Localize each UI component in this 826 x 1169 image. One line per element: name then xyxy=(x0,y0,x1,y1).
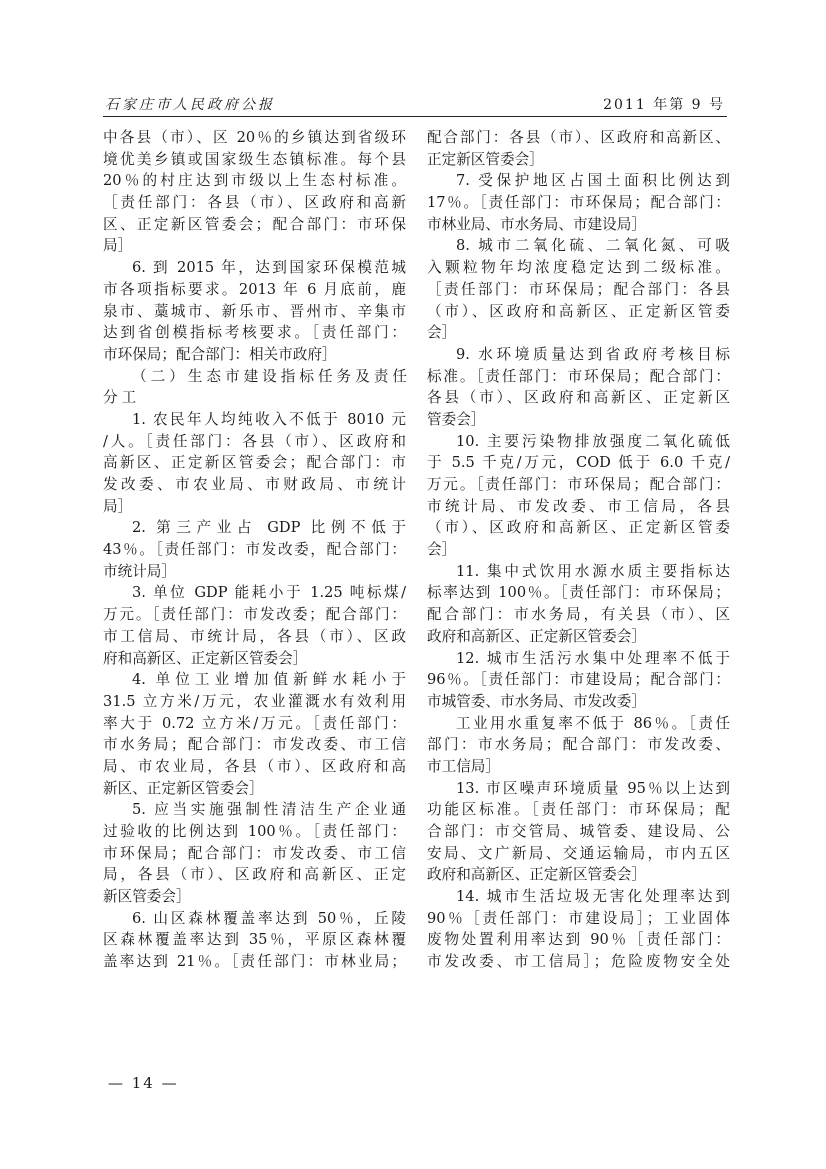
text-line: 市城管委、市水务局、市发改委］ xyxy=(427,692,646,710)
text-line: 7. 受保护地区占国土面积比例达到 xyxy=(456,172,730,190)
text-line: 标准。［责任部门：市环保局；配合部门： xyxy=(427,367,730,385)
text-line: ［责任部门：各县（市）、区政府和高新 xyxy=(103,194,406,212)
text-line: 境优美乡镇或国家级生态镇标准。每个县 xyxy=(103,150,406,168)
section-heading-line: （二）生态市建设指标任务及责任 xyxy=(132,367,411,385)
text-line: 90％［责任部门：市建设局］；工业固体 xyxy=(427,909,730,927)
text-line: 8. 城市二氧化硫、二氧化氮、可吸 xyxy=(456,237,730,255)
text-line: ［责任部门：市环保局；配合部门：各县 xyxy=(427,280,730,298)
text-line: 新区管委会］ xyxy=(103,888,191,906)
text-line: 政府和高新区、正定新区管委会］ xyxy=(427,866,646,884)
text-line: 局、市农业局，各县（市）、区政府和高 xyxy=(103,757,406,775)
text-line: 政府和高新区、正定新区管委会］ xyxy=(427,627,646,645)
text-line: 新区、正定新区管委会］ xyxy=(103,779,264,797)
text-line: 正定新区管委会］ xyxy=(427,150,544,168)
text-line: 功能区标准。［责任部门：市环保局；配 xyxy=(427,801,730,819)
issue-number: 2011 年第 9 号 xyxy=(603,97,725,113)
text-line: 局］ xyxy=(103,237,133,255)
text-line: 各县（市）、区政府和高新区、正定新区 xyxy=(427,389,730,407)
text-line: 3. 单位 GDP 能耗小于 1.25 吨标煤/ xyxy=(132,584,406,602)
text-line: 安局、文广新局、交通运输局，市内五区 xyxy=(427,844,730,862)
text-line: 发改委、市农业局、市财政局、市统计 xyxy=(103,476,406,493)
text-line: 配合部门：各县（市）、区政府和高新区、 xyxy=(427,129,730,146)
text-line: 市水务局；配合部门：市发改委、市工信 xyxy=(103,736,406,754)
text-line: 率大于 0.72 立方米/万元。［责任部门： xyxy=(103,714,406,732)
text-line: （市）、区政府和高新区、正定新区管委 xyxy=(427,302,730,320)
text-line: 盖率达到 21％。［责任部门：市林业局； xyxy=(103,953,406,971)
text-line: 市工信局、市统计局，各县（市）、区政 xyxy=(103,627,406,645)
publication-title: 石家庄市人民政府公报 xyxy=(105,97,275,113)
text-line: 市各项指标要求。2013 年 6 月底前，鹿 xyxy=(103,280,406,298)
text-line: 于 5.5 千克/万元，COD 低于 6.0 千克/ xyxy=(427,454,730,472)
text-line: 市环保局；配合部门：市发改委、市工信 xyxy=(103,844,406,862)
text-line: 配合部门：市水务局，有关县（市）、区 xyxy=(427,606,730,624)
text-line: 局］ xyxy=(103,497,133,515)
text-line: 废物处置利用率达到 90％［责任部门： xyxy=(427,931,730,949)
text-line: 万元。［责任部门：市环保局；配合部门： xyxy=(427,476,730,493)
text-line: 达到省创模指标考核要求。［责任部门： xyxy=(103,324,406,342)
text-line: 区、正定新区管委会；配合部门：市环保 xyxy=(103,215,406,233)
text-line: 31.5 立方米/万元，农业灌溉水有效利用 xyxy=(103,692,406,710)
text-line: 6. 山区森林覆盖率达到 50％，丘陵 xyxy=(132,909,406,927)
text-line: 20％的村庄达到市级以上生态村标准。 xyxy=(103,172,406,190)
text-line: 4. 单位工业增加值新鲜水耗小于 xyxy=(132,671,406,689)
text-line: 市统计局］ xyxy=(103,562,176,580)
text-line: 过验收的比例达到 100％。［责任部门： xyxy=(103,823,406,840)
text-line: 市林业局、市水务局、市建设局］ xyxy=(427,215,646,233)
section-heading-line: 分工 xyxy=(103,389,141,407)
text-line: 市环保局；配合部门：相关市政府］ xyxy=(103,345,337,363)
text-line: 96％。［责任部门：市建设局；配合部门： xyxy=(427,671,730,689)
text-line: 区森林覆盖率达到 35％，平原区森林覆 xyxy=(103,931,406,949)
text-line: 17％。［责任部门：市环保局；配合部门： xyxy=(427,194,730,212)
page-number: — 14 — xyxy=(108,1074,179,1092)
text-line: 工业用水重复率不低于 86％。［责任 xyxy=(456,714,730,732)
text-line: 泉市、藁城市、新乐市、晋州市、辛集市 xyxy=(103,302,406,320)
text-line: 中各县（市）、区 20％的乡镇达到省级环 xyxy=(103,129,406,146)
text-line: 市工信局］ xyxy=(427,757,500,775)
text-line: 标率达到 100％。［责任部门：市环保局； xyxy=(427,584,730,602)
text-line: 合部门：市交管局、城管委、建设局、公 xyxy=(427,823,730,840)
text-line: 43％。［责任部门：市发改委，配合部门： xyxy=(103,541,406,559)
text-line: 管委会］ xyxy=(427,410,486,428)
text-line: 府和高新区、正定新区管委会］ xyxy=(103,649,308,667)
text-line: 10. 主要污染物排放强度二氧化硫低 xyxy=(456,432,730,450)
text-line: 14. 城市生活垃圾无害化处理率达到 xyxy=(456,888,730,906)
running-header xyxy=(103,92,727,117)
text-line: 6. 到 2015 年，达到国家环保模范城 xyxy=(132,259,406,277)
right-column xyxy=(427,127,730,973)
text-line: 市统计局、市发改委、市工信局，各县 xyxy=(427,497,730,515)
text-line: 入颗粒物年均浓度稳定达到二级标准。 xyxy=(427,259,730,277)
text-line: /人。［责任部门：各县（市）、区政府和 xyxy=(103,432,406,450)
text-line: 11. 集中式饮用水源水质主要指标达 xyxy=(456,562,730,580)
text-line: 13. 市区噪声环境质量 95％以上达到 xyxy=(456,779,730,797)
text-line: 会］ xyxy=(427,541,457,559)
text-line: 2. 第三产业占 GDP 比例不低于 xyxy=(132,519,406,537)
text-line: 万元。［责任部门：市发改委；配合部门： xyxy=(103,606,406,624)
text-line: （市）、区政府和高新区、正定新区管委 xyxy=(427,519,730,537)
text-line: 市发改委、市工信局］；危险废物安全处 xyxy=(427,953,730,971)
text-line: 9. 水环境质量达到省政府考核目标 xyxy=(456,345,730,363)
left-column xyxy=(103,127,411,973)
text-line: 12. 城市生活污水集中处理率不低于 xyxy=(456,649,730,667)
text-line: 1. 农民年人均纯收入不低于 8010 元 xyxy=(132,410,406,428)
text-line: 5. 应当实施强制性清洁生产企业通 xyxy=(132,801,406,819)
text-line: 局，各县（市）、区政府和高新区、正定 xyxy=(103,866,406,884)
text-line: 部门：市水务局；配合部门：市发改委、 xyxy=(427,736,730,754)
text-line: 高新区、正定新区管委会；配合部门：市 xyxy=(103,454,406,472)
text-line: 会］ xyxy=(427,324,457,342)
